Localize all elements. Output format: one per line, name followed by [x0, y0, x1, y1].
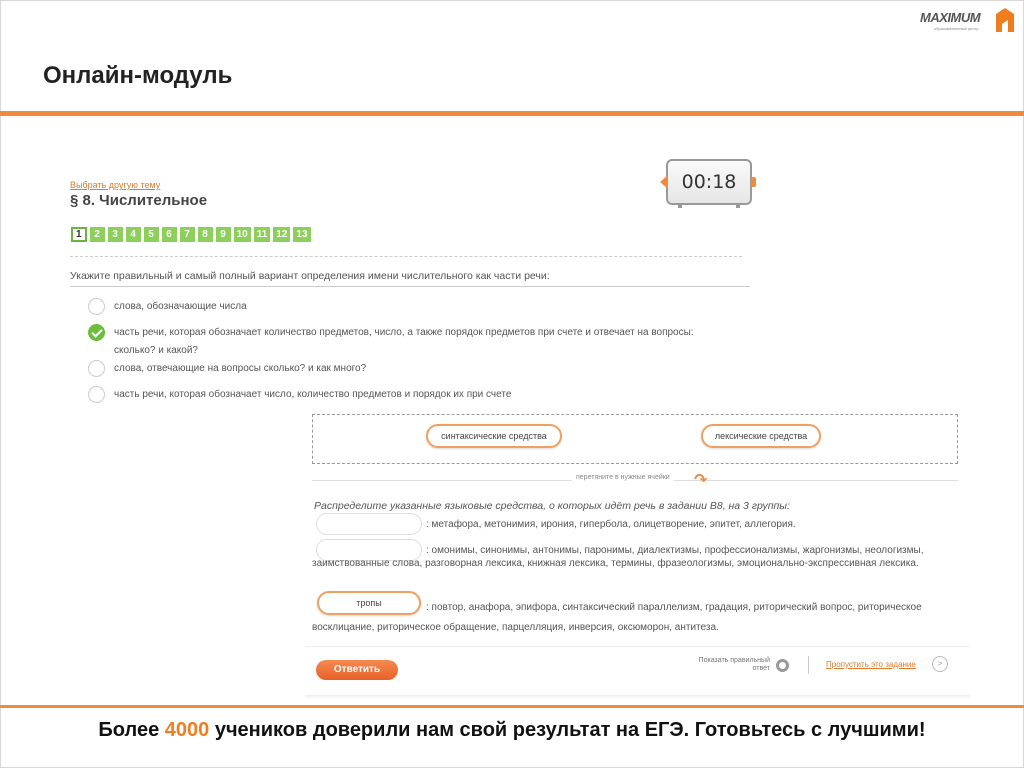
- drag-item-syntactic[interactable]: синтаксические средства: [426, 424, 562, 448]
- radio-button[interactable]: [88, 360, 105, 377]
- answer-option-text: слова, отвечающие на вопросы сколько? и как много?: [114, 363, 367, 374]
- question-number-1[interactable]: 1: [71, 227, 87, 242]
- change-topic-link[interactable]: Выбрать другую тему: [70, 180, 161, 190]
- group-2-text: : омонимы, синонимы, антонимы, паронимы, диалектизмы, профессионализмы, жаргонизмы, неологизмы, заимствованные слова, разговорная лексика, книжная лексика, термины, фразеологизмы, эмоционально-экспрессивная лексика.: [312, 545, 924, 569]
- question-number-5[interactable]: 5: [144, 227, 159, 242]
- drag-source-area: [312, 414, 958, 464]
- page-title: Онлайн-модуль: [43, 62, 233, 89]
- slogan-count: 4000: [164, 719, 210, 741]
- question-number-6[interactable]: 6: [162, 227, 177, 242]
- question-number-4[interactable]: 4: [126, 227, 141, 242]
- bottom-slogan: [0, 719, 1024, 742]
- question-number-9[interactable]: 9: [216, 227, 231, 242]
- vertical-separator: [808, 656, 809, 674]
- group-1-text: : метафора, метонимия, ирония, гипербола, олицетворение, эпитет, аллегория.: [426, 519, 796, 530]
- logo-mark-icon: [994, 6, 1016, 34]
- bottom-divider: [0, 705, 1024, 708]
- show-answer-text[interactable]: Показать правильный ответ: [698, 657, 770, 672]
- timer-feet: [678, 204, 740, 208]
- answer-option-text: часть речи, которая обозначает количество предметов, число, а также порядок предметов при счете и отвечает на вопросы: сколько? и какой?: [114, 327, 694, 356]
- section-title: § 8. Числительное: [70, 192, 208, 209]
- question-number-7[interactable]: 7: [180, 227, 195, 242]
- dashed-divider: [70, 256, 742, 257]
- slogan-end: учеников доверили нам свой результат на ЕГЭ. Готовьтесь с лучшими!: [209, 719, 926, 741]
- timer-left-arrow-icon: [660, 175, 668, 189]
- logo-text: MAXIMUM: [920, 10, 981, 25]
- group-3-text: : повтор, анафора, эпифора, синтаксический параллелизм, градация, риторический вопрос, риторическое восклицание, риторическое обращение, парцелляция, инверсия, оксюморон, антитеза.: [312, 602, 922, 633]
- question-number-list: [71, 227, 311, 242]
- question-number-2[interactable]: 2: [90, 227, 105, 242]
- drop-slot-3-filled[interactable]: тропы: [317, 591, 421, 615]
- slogan-start: Более: [98, 719, 165, 741]
- timer-value: 00:18: [681, 171, 737, 193]
- radio-button-checked[interactable]: [88, 324, 105, 341]
- skip-arrow-icon[interactable]: >: [932, 656, 948, 672]
- curved-arrow-icon: ↷: [694, 472, 708, 489]
- drop-slot-1[interactable]: [316, 513, 422, 535]
- question-number-12[interactable]: 12: [273, 227, 290, 242]
- drag-hint-text: перетяните в нужные ячейки: [572, 474, 674, 481]
- drag-hint: [312, 470, 958, 490]
- maximum-logo: [920, 6, 1020, 38]
- module-bottom-shadow: [305, 695, 970, 699]
- timer: [666, 159, 752, 205]
- answer-button[interactable]: Ответить: [316, 660, 398, 680]
- question-number-11[interactable]: 11: [254, 227, 271, 242]
- question-text: Укажите правильный и самый полный вариант определения имени числительного как части речи:: [70, 270, 750, 287]
- drag-item-lexical[interactable]: лексические средства: [701, 424, 821, 448]
- question-number-13[interactable]: 13: [293, 227, 310, 242]
- question-number-3[interactable]: 3: [108, 227, 123, 242]
- top-divider: [0, 111, 1024, 116]
- timer-right-knob-icon: [751, 177, 756, 187]
- lifebuoy-icon[interactable]: [776, 659, 789, 672]
- radio-button[interactable]: [88, 298, 105, 315]
- radio-button[interactable]: [88, 386, 105, 403]
- answer-option-text: часть речи, которая обозначает число, количество предметов и порядок их при счете: [114, 389, 512, 400]
- footer-divider: [305, 646, 970, 647]
- question-number-8[interactable]: 8: [198, 227, 213, 242]
- answer-option-text: слова, обозначающие числа: [114, 301, 247, 312]
- logo-subtitle: образовательный центр: [934, 26, 979, 31]
- task-instruction: Распределите указанные языковые средства, о которых идёт речь в задании В8, на 3 группы:: [314, 500, 790, 512]
- question-number-10[interactable]: 10: [234, 227, 251, 242]
- skip-task-link[interactable]: Пропустить это задание: [826, 660, 916, 669]
